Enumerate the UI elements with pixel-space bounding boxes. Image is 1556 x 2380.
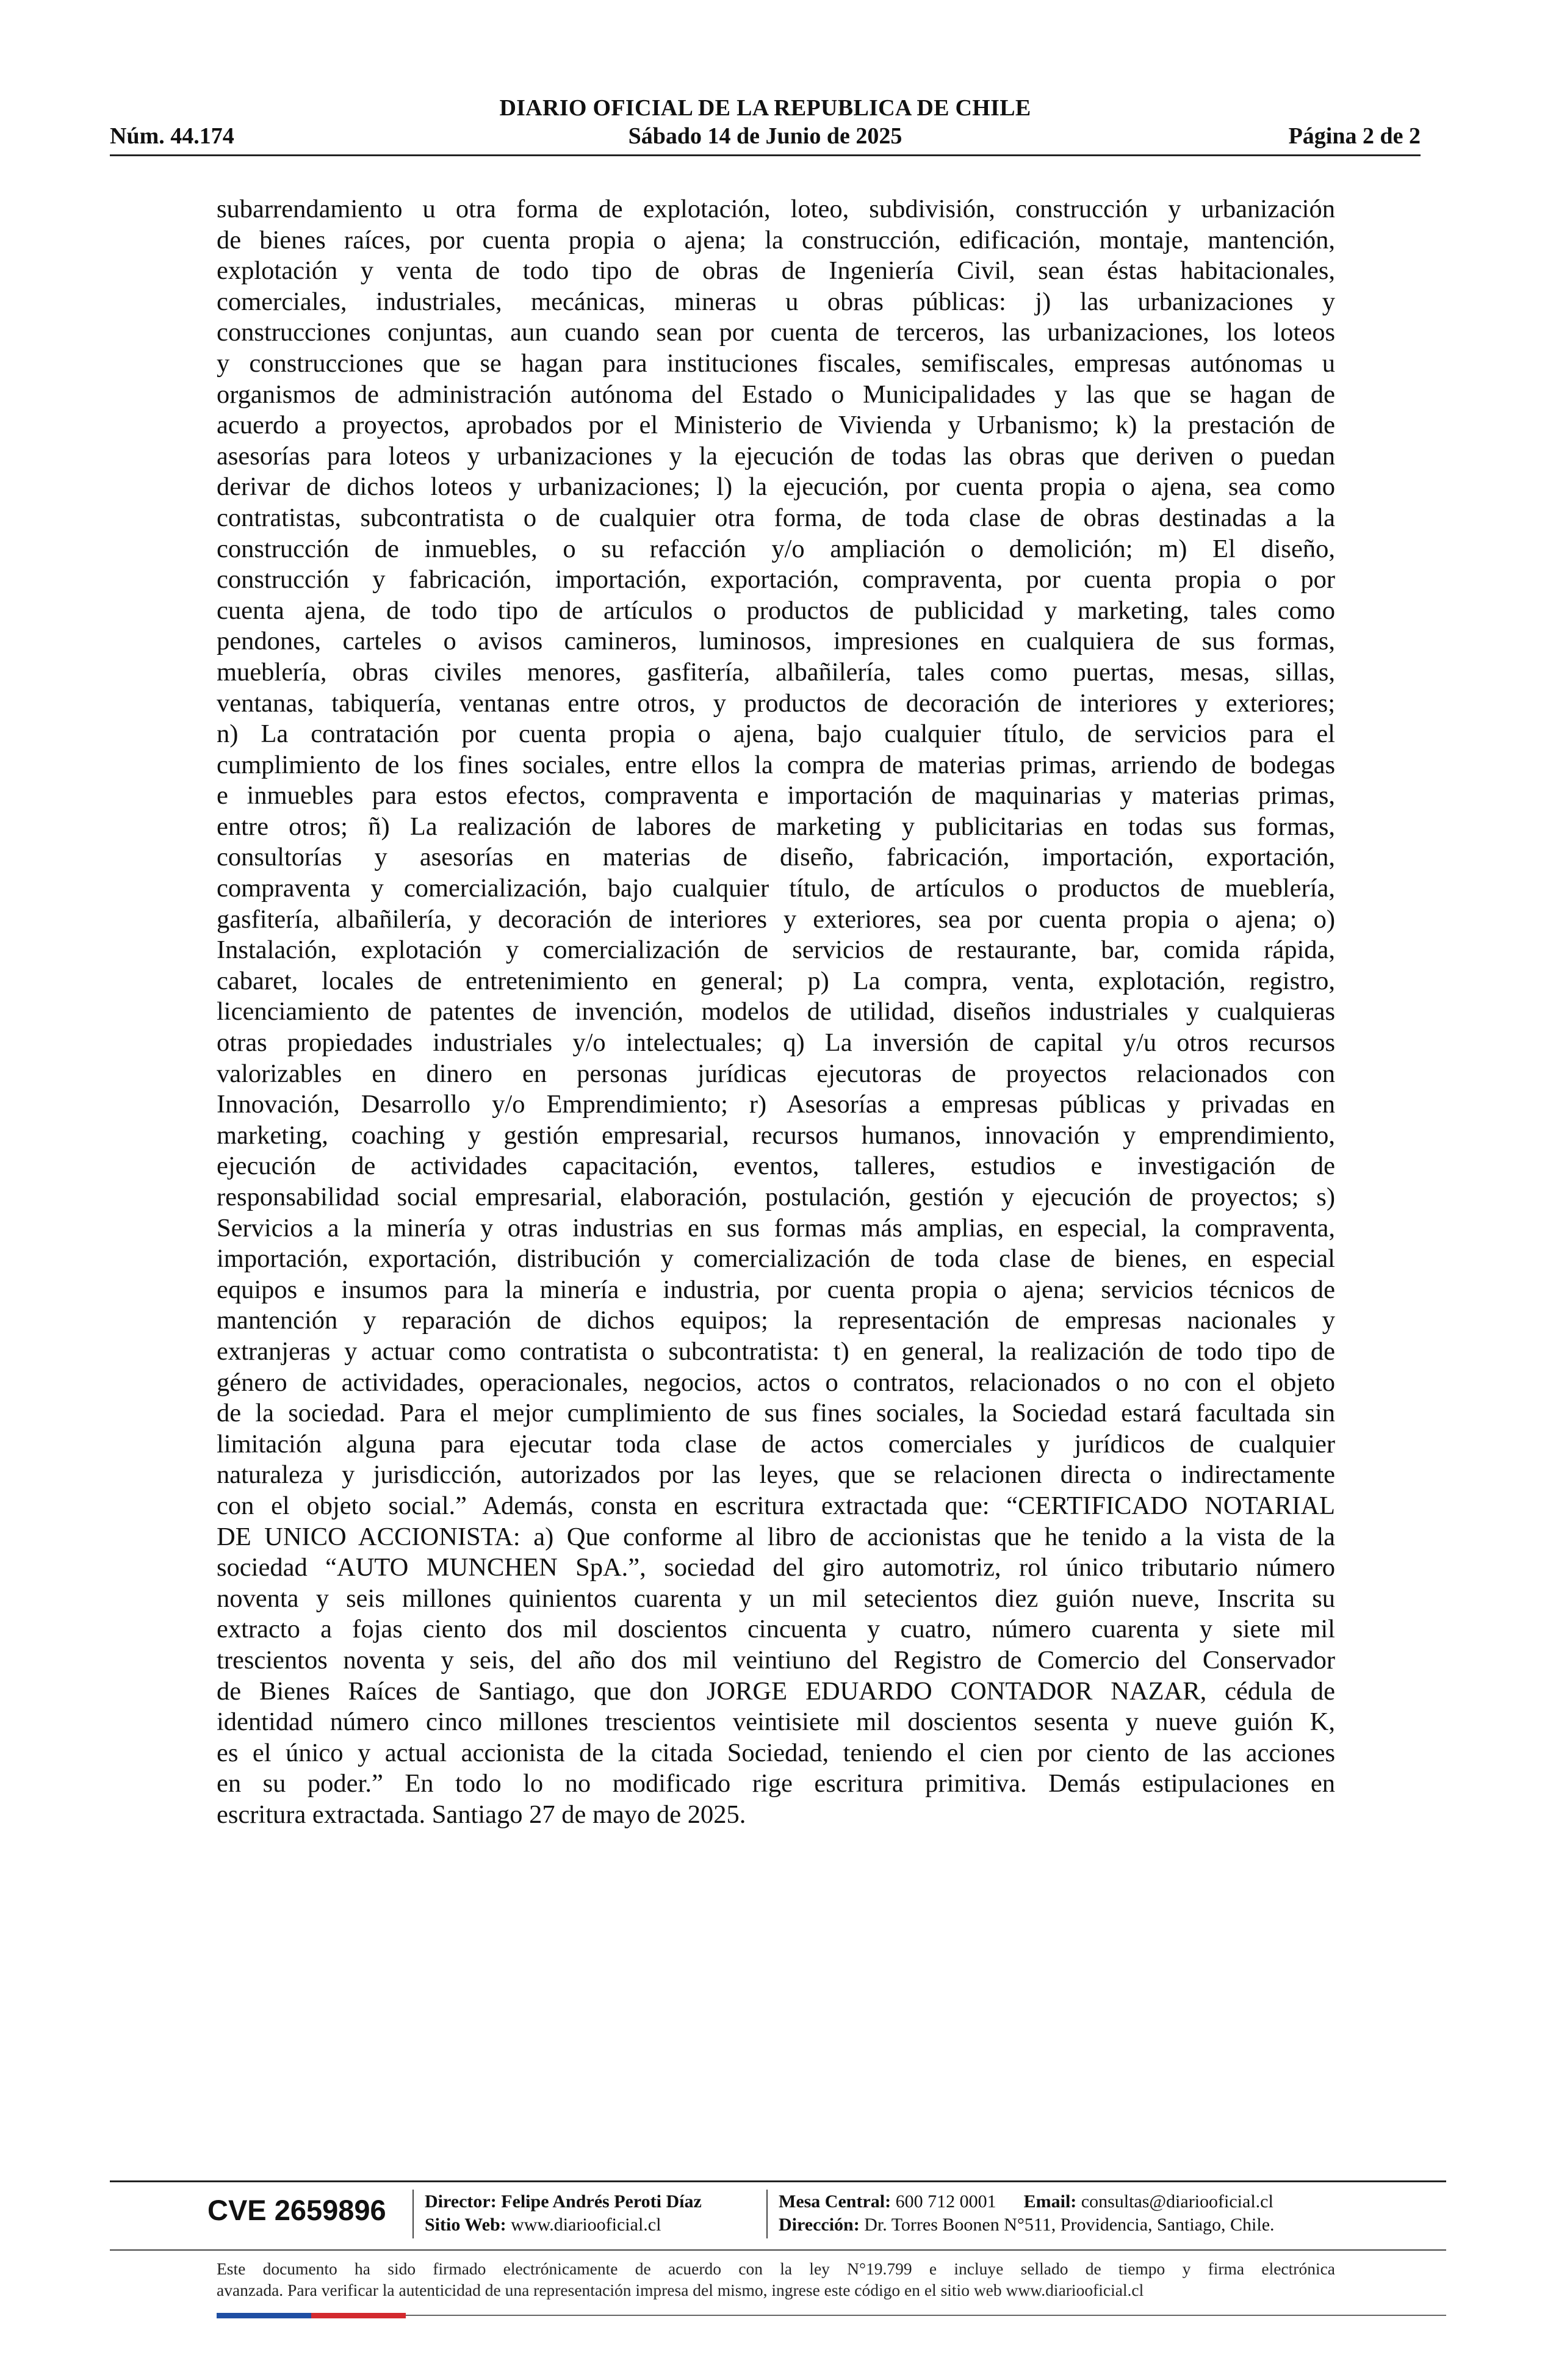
email-link[interactable]: consultas@diariooficial.cl — [1081, 2191, 1273, 2212]
body-line: mueblería, obras civiles menores, gasfitería, albañilería, tales como puertas, mesas, sillas, — [217, 657, 1335, 687]
body-line: extranjeras y actuar como contratista o subcontratista: t) en general, la realización de todo tipo de — [217, 1336, 1335, 1366]
body-line: importación, exportación, distribución y comercialización de toda clase de bienes, en especial — [217, 1244, 1335, 1274]
body-line: cumplimiento de los fines sociales, entre ellos la compra de materias primas, arriendo de bodegas — [217, 750, 1335, 779]
body-line: en su poder.” En todo lo no modificado rige escritura primitiva. Demás estipulaciones en — [217, 1769, 1335, 1798]
body-line: de bienes raíces, por cuenta propia o ajena; la construcción, edificación, montaje, mantención, — [217, 225, 1335, 254]
flag-blue-segment — [217, 2313, 311, 2318]
body-line: e inmuebles para estos efectos, compraventa e importación de maquinarias y materias primas, — [217, 781, 1335, 810]
body-line: ejecución de actividades capacitación, eventos, talleres, estudios e investigación de — [217, 1152, 1335, 1181]
body-line: comerciales, industriales, mecánicas, mineras u obras públicas: j) las urbanizaciones y — [217, 287, 1335, 316]
website-label: Sitio Web: — [425, 2215, 506, 2235]
body-line: extracto a fojas ciento dos mil doscientos cincuenta y cuatro, número cuarenta y siete mil — [217, 1615, 1335, 1644]
director-name: Felipe Andrés Peroti Díaz — [501, 2191, 702, 2212]
body-line: Instalación, explotación y comercialización de servicios de restaurante, bar, comida rápida, — [217, 936, 1335, 965]
body-line: contratistas, subcontratista o de cualquier otra forma, de toda clase de obras destinadas a la — [217, 503, 1335, 532]
website-link[interactable]: www.diariooficial.cl — [511, 2215, 661, 2235]
cve-code: CVE 2659896 — [207, 2194, 386, 2226]
legal-notice — [217, 2258, 1335, 2301]
body-line: identidad número cinco millones trescientos veintisiete mil doscientos sesenta y nueve guión K, — [217, 1707, 1335, 1737]
body-line: equipos e insumos para la minería e industria, por cuenta propia o ajena; servicios técnicos de — [217, 1275, 1335, 1304]
issue-date: Sábado 14 de Junio de 2025 — [628, 123, 902, 149]
body-line: trescientos noventa y seis, del año dos mil veintiuno del Registro de Comercio del Conservador — [217, 1645, 1335, 1675]
body-line: de Bienes Raíces de Santiago, que don JORGE EDUARDO CONTADOR NAZAR, cédula de — [217, 1676, 1335, 1706]
body-line: sociedad “AUTO MUNCHEN SpA.”, sociedad del giro automotriz, rol único tributario número — [217, 1553, 1335, 1582]
body-line: construcción y fabricación, importación, exportación, compraventa, por cuenta propia o por — [217, 565, 1335, 594]
issue-number: Núm. 44.174 — [110, 123, 234, 149]
body-line: cabaret, locales de entretenimiento en general; p) La compra, venta, explotación, registro, — [217, 966, 1335, 995]
legal-line: avanzada. Para verificar la autenticidad de una representación impresa del mismo, ingrese este código en el sitio web www.diariooficial.cl — [217, 2281, 1144, 2299]
body-line: asesorías para loteos y urbanizaciones y la ejecución de todas las obras que deriven o puedan — [217, 441, 1335, 471]
body-line: n) La contratación por cuenta propia o ajena, bajo cualquier título, de servicios para el — [217, 719, 1335, 749]
body-line: consultorías y asesorías en materias de diseño, fabricación, importación, exportación, — [217, 843, 1335, 872]
flag-red-segment — [311, 2313, 406, 2318]
body-line: con el objeto social.” Además, consta en escritura extractada que: “CERTIFICADO NOTARIAL — [217, 1491, 1335, 1520]
address-line — [779, 2213, 1275, 2237]
footer-contact-block — [779, 2190, 1275, 2237]
body-line: es el único y actual accionista de la citada Sociedad, teniendo el cien por ciento de las acciones — [217, 1738, 1335, 1767]
footer-divider — [110, 2180, 1446, 2182]
body-line: derivar de dichos loteos y urbanizaciones; l) la ejecución, por cuenta propia o ajena, sea como — [217, 472, 1335, 502]
website-line — [425, 2213, 702, 2237]
page-header — [110, 95, 1421, 156]
body-line: marketing, coaching y gestión empresarial, recursos humanos, innovación y emprendimiento, — [217, 1120, 1335, 1150]
body-line: escritura extractada. Santiago 27 de mayo de 2025. — [217, 1800, 746, 1829]
body-line: entre otros; ñ) La realización de labores de marketing y publicitarias en todas sus formas, — [217, 812, 1335, 841]
director-label: Director: — [425, 2191, 497, 2212]
email-label: Email: — [1023, 2191, 1077, 2212]
body-line: licenciamiento de patentes de invención, modelos de utilidad, diseños industriales y cualquieras — [217, 997, 1335, 1026]
body-line: pendones, carteles o avisos camineros, luminosos, impresiones en cualquiera de sus formas, — [217, 627, 1335, 656]
body-line: gasfitería, albañilería, y decoración de interiores y exteriores, sea por cuenta propia o ajena; o) — [217, 904, 1335, 934]
body-line: mantención y reparación de dichos equipos; la representación de empresas nacionales y — [217, 1306, 1335, 1335]
body-line: acuerdo a proyectos, aprobados por el Ministerio de Vivienda y Urbanismo; k) la prestación de — [217, 411, 1335, 440]
body-line: construcciones conjuntas, aun cuando sean por cuenta de terceros, las urbanizaciones, los loteos — [217, 318, 1335, 347]
contact-line — [779, 2190, 1275, 2213]
body-line: organismos de administración autónoma del Estado o Municipalidades y las que se hagan de — [217, 380, 1335, 409]
page-indicator: Página 2 de 2 — [1288, 123, 1421, 149]
body-line: valorizables en dinero en personas jurídicas ejecutoras de proyectos relacionados con — [217, 1059, 1335, 1088]
body-line: cuenta ajena, de todo tipo de artículos o productos de publicidad y marketing, tales como — [217, 596, 1335, 625]
footer-director-block — [425, 2190, 702, 2237]
chile-flag-bar — [217, 2313, 406, 2318]
body-line: compraventa y comercialización, bajo cualquier título, de artículos o productos de mueblería, — [217, 874, 1335, 903]
body-line: Servicios a la minería y otras industrias en sus formas más amplias, en especial, la compraventa, — [217, 1213, 1335, 1242]
body-line: noventa y seis millones quinientos cuarenta y un mil setecientos diez guión nueve, Inscrita su — [217, 1584, 1335, 1613]
mesa-phone: 600 712 0001 — [895, 2191, 996, 2212]
body-line: género de actividades, operacionales, negocios, actos o contratos, relacionados o no con el objeto — [217, 1368, 1335, 1397]
mesa-label: Mesa Central: — [779, 2191, 891, 2212]
body-line: DE UNICO ACCIONISTA: a) Que conforme al libro de accionistas que he tenido a la vista de la — [217, 1522, 1335, 1551]
footer-separator — [766, 2190, 768, 2238]
footer-separator — [412, 2190, 414, 2238]
body-line: y construcciones que se hagan para instituciones fiscales, semifiscales, empresas autónomas u — [217, 348, 1335, 378]
body-line: explotación y venta de todo tipo de obras de Ingeniería Civil, sean éstas habitacionales, — [217, 256, 1335, 286]
body-line: Innovación, Desarrollo y/o Emprendimiento; r) Asesorías a empresas públicas y privadas en — [217, 1090, 1335, 1119]
body-line: responsabilidad social empresarial, elaboración, postulación, gestión y ejecución de proyectos; s) — [217, 1183, 1335, 1211]
footer-divider — [110, 2249, 1446, 2251]
body-line: construcción de inmuebles, o su refacción y/o ampliación o demolición; m) El diseño, — [217, 534, 1335, 563]
body-line: subarrendamiento u otra forma de explotación, loteo, subdivisión, construcción y urbanización — [217, 195, 1335, 223]
address-label: Dirección: — [779, 2215, 860, 2235]
body-line: otras propiedades industriales y/o intelectuales; q) La inversión de capital y/u otros recursos — [217, 1028, 1335, 1058]
newspaper-title: DIARIO OFICIAL DE LA REPUBLICA DE CHILE — [499, 95, 1031, 121]
address-value: Dr. Torres Boonen N°511, Providencia, Santiago, Chile. — [864, 2215, 1275, 2235]
publication-body — [217, 194, 1335, 1830]
body-line: de la sociedad. Para el mejor cumplimiento de sus fines sociales, la Sociedad estará facultada sin — [217, 1399, 1335, 1428]
body-line: naturaleza y jurisdicción, autorizados por las leyes, que se relacionen directa o indirectamente — [217, 1460, 1335, 1490]
legal-line: Este documento ha sido firmado electrónicamente de acuerdo con la ley N°19.799 e incluye sellado de tiempo y firma electrónica — [217, 2259, 1335, 2278]
body-line: ventanas, tabiquería, ventanas entre otros, y productos de decoración de interiores y exteriores; — [217, 688, 1335, 718]
body-line: limitación alguna para ejecutar toda clase de actos comerciales y jurídicos de cualquier — [217, 1429, 1335, 1459]
director-line — [425, 2190, 702, 2213]
